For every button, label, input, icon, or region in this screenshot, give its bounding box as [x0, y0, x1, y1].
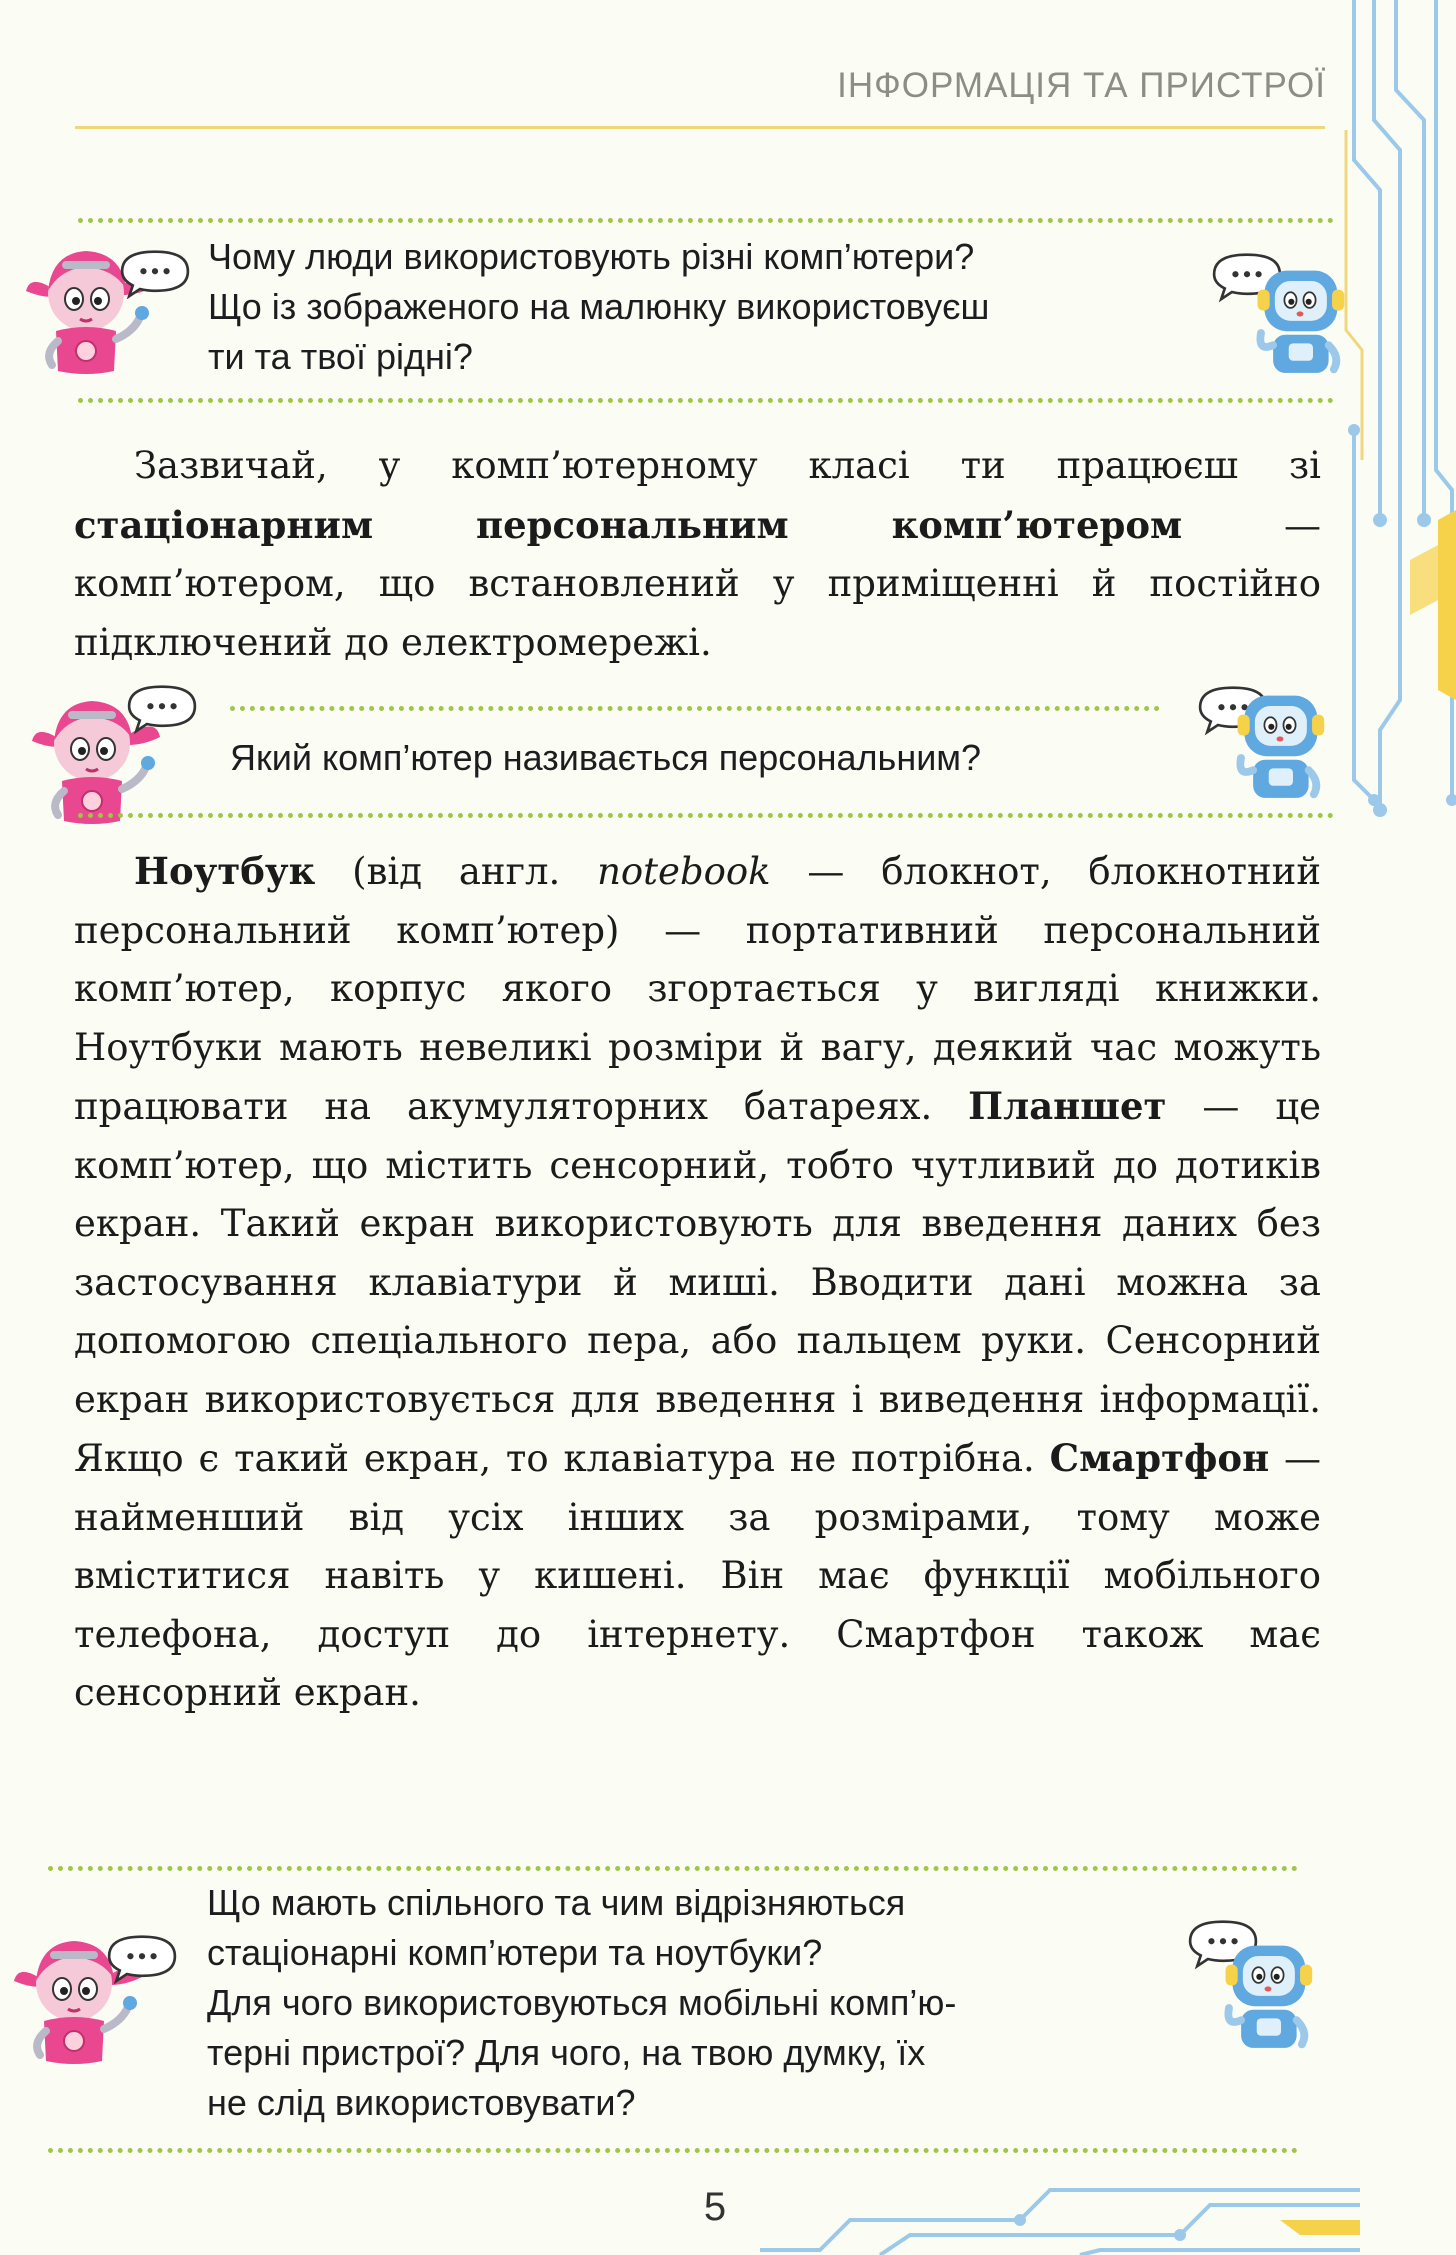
question-block-3: [207, 1878, 1207, 2128]
speech-bubble-icon: [115, 245, 195, 301]
paragraph-stationary-pc: [74, 437, 1321, 672]
separator-dotted: [78, 813, 1334, 818]
header-rule: [75, 126, 1325, 129]
separator-dotted: [48, 2148, 1298, 2153]
term-notebook: Ноутбук: [134, 849, 316, 893]
paragraph-text: — це комп’ютер, що містить сенсорний, тобто чутливий до дотиків екран. Такий екран використовують для введення даних без застосування клавіатури й миші. Вводити дані можна за допомогою спеціального пера, або пальцем руки. Сенсорний екран використовується для введення і виведення інформації. Якщо є такий екран, то клавіатура не потрібна.: [74, 1085, 1322, 1480]
question-line: терні пристрої? Для чого, на твою думку, їх: [207, 2032, 926, 2073]
question-line: Чому люди використовують різні комп’ютери?: [208, 236, 975, 277]
paragraph-text: (від англ.: [315, 850, 598, 893]
chapter-title: ІНФОРМАЦІЯ ТА ПРИСТРОЇ: [837, 66, 1326, 105]
question-line: не слід використовувати?: [207, 2082, 636, 2123]
paragraph-text: — найменший від усіх інших за розмірами, тому може вміститися навіть у кишені. Він має функції мобільного телефона, доступ до інтернету. Смартфон також має сенсорний екран.: [74, 1437, 1321, 1714]
term-stationary-pc: стаціонарним персональним комп’ютером: [74, 502, 1183, 547]
separator-dotted: [230, 706, 1160, 711]
term-notebook-english: notebook: [597, 850, 771, 893]
speech-bubble-icon: [102, 1930, 182, 1986]
paragraph-devices: [74, 842, 1321, 1723]
question-line: Для чого використовуються мобільні комп’ю-: [207, 1982, 957, 2023]
robot-boy-icon: [1235, 255, 1365, 385]
question-block-2: Який комп’ютер називається персональним?: [230, 737, 982, 778]
question-line: Що із зображеного на малюнку використовуєш: [208, 286, 990, 327]
speech-bubble-icon: [122, 680, 202, 736]
page-number: 5: [703, 2185, 727, 2229]
term-tablet: Планшет: [968, 1084, 1167, 1128]
question-line: стаціонарні комп’ютери та ноутбуки?: [207, 1932, 823, 1973]
question-line: ти та твої рідні?: [208, 336, 473, 377]
question-line: Що мають спільного та чим відрізняються: [207, 1882, 906, 1923]
paragraph-text: Зазвичай, у комп’ютерному класі ти працюєш зі: [134, 444, 1321, 487]
separator-dotted: [48, 1866, 1298, 1871]
question-block-1: [208, 232, 1258, 382]
circuit-decoration-bottom-icon: [760, 2180, 1360, 2255]
term-smartphone: Смартфон: [1049, 1436, 1270, 1480]
separator-dotted: [78, 218, 1334, 223]
paragraph-text: — комп’ютером, що встановлений у приміщенні й постійно підключений до електромережі.: [74, 503, 1322, 664]
robot-boy-icon: [1215, 680, 1345, 810]
robot-boy-icon: [1203, 1930, 1333, 2060]
separator-dotted: [78, 398, 1334, 403]
paragraph-text: — блокнот, блокнотний персональний комп’ютер) — портативний персональний комп’ютер, корпус якого згортається у вигляді книжки. Ноутбуки мають невеликі розміри й вагу, деякий час можуть працювати на акумуляторних батареях.: [74, 850, 1321, 1128]
